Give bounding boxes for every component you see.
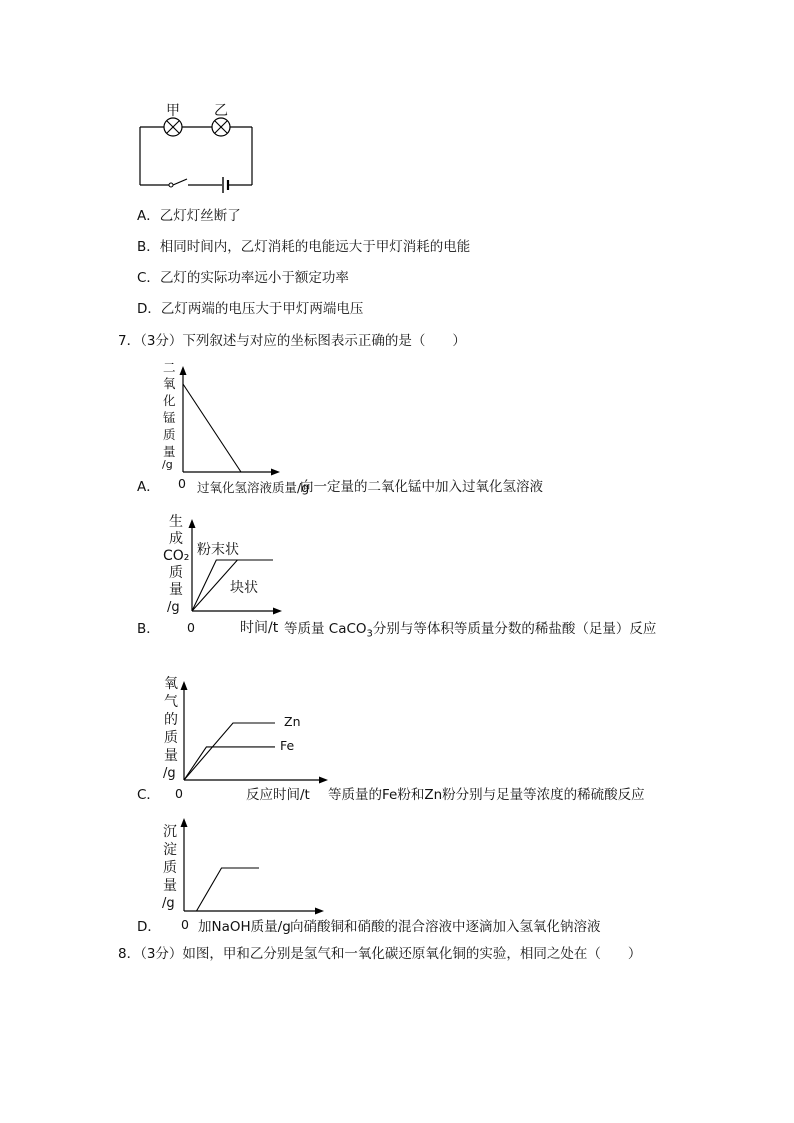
q7-stem: 7．（3分）下列叙述与对应的坐标图表示正确的是（ ） — [118, 333, 466, 349]
option-a-description: 向一定量的二氧化锰中加入过氧化氢溶液 — [300, 479, 543, 495]
graph-c-xlabel: 反应时间/t — [246, 787, 310, 803]
q6-option-b: B．相同时间内，乙灯消耗的电能远大于甲灯消耗的电能 — [137, 239, 471, 255]
graph-d-x-arrow — [315, 908, 324, 915]
graph-d-xlabel: 加NaOH质量/g — [198, 919, 291, 935]
option-c-letter: C． — [137, 787, 160, 803]
graph-c-series-fe-label: Fe — [280, 738, 295, 753]
graph-c-series-zn-label: Zn — [284, 714, 301, 729]
q8-stem: 8．（3分）如图，甲和乙分别是氢气和一氧化碳还原氧化铜的实验，相同之处在（ ） — [118, 946, 642, 962]
graph-c-origin: 0 — [175, 786, 183, 801]
option-a-letter: A． — [137, 479, 160, 495]
graph-a-xlabel: 过氧化氢溶液质量/g — [197, 480, 310, 495]
lamp-yi-label: 乙 — [214, 103, 228, 119]
graph-b-origin: 0 — [187, 620, 195, 635]
graph-b-series-lump-label: 块状 — [230, 580, 258, 596]
q6-option-d: D．乙灯两端的电压大于甲灯两端电压 — [137, 301, 364, 317]
option-b-description: 等质量 CaCO$_3$分别与等体积等质量分数的稀盐酸（足量）反应 — [284, 621, 657, 640]
graph-d-y-arrow — [181, 818, 188, 827]
option-b-letter: B． — [137, 621, 160, 637]
q6-option-c: C．乙灯的实际功率远小于额定功率 — [137, 270, 349, 286]
option-c-description: 等质量的Fe粉和Zn粉分别与足量等浓度的稀硫酸反应 — [328, 787, 645, 803]
graph-d-origin: 0 — [181, 917, 189, 932]
graph-b-series-powder-label: 粉末状 — [197, 542, 239, 558]
graph-a-origin: 0 — [178, 476, 186, 491]
option-d-letter: D． — [137, 919, 161, 935]
q6-option-a: A．乙灯灯丝断了 — [137, 208, 241, 224]
graph-d-series-line — [184, 868, 259, 911]
option-d-description: 向硝酸铜和硝酸的混合溶液中逐滴加入氢氧化钠溶液 — [290, 919, 601, 935]
graph-b-xlabel: 时间/t — [240, 620, 279, 636]
lamp-jia-label: 甲 — [166, 103, 180, 119]
